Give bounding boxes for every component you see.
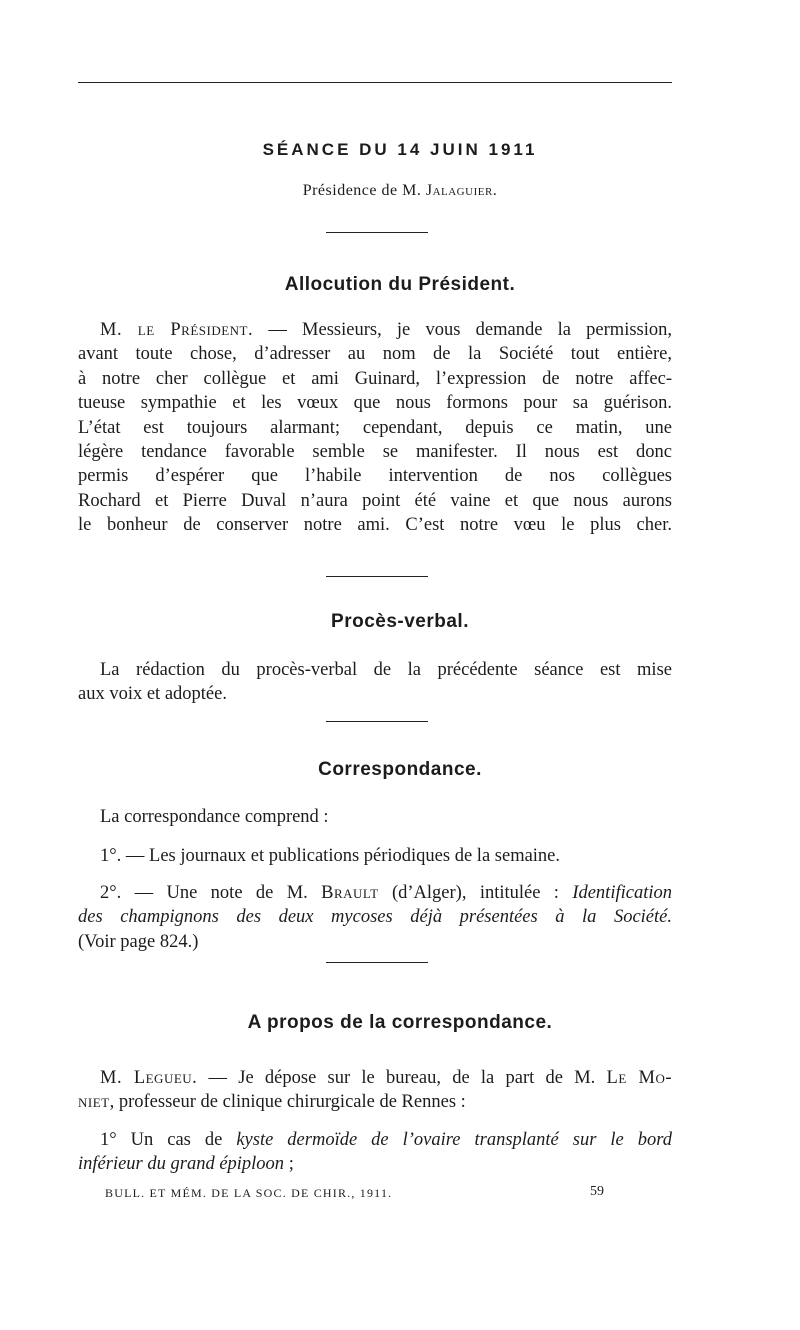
speaker-name: M. le Président. xyxy=(100,320,254,340)
a-propos-paragraph xyxy=(78,1066,672,1115)
text-line: niet, professeur de clinique chirurgicale de Rennes : xyxy=(78,1092,466,1113)
proces-verbal-paragraph xyxy=(78,658,672,707)
text-line: inférieur du grand épiploon ; xyxy=(78,1154,294,1175)
text-line: La correspondance comprend : xyxy=(100,807,329,827)
text-line: M. Legueu. — Je dépose sur le bureau, de la part de M. Le Mo- xyxy=(100,1068,673,1088)
president-name: Jalaguier. xyxy=(425,182,498,199)
author-name: Brault xyxy=(321,883,379,903)
text-line: à notre cher collègue et ami Guinard, l’expression de notre affec- xyxy=(78,368,672,389)
running-footer: BULL. ET MÉM. DE LA SOC. DE CHIR., 1911. xyxy=(105,1186,393,1200)
text-line: aux voix et adoptée. xyxy=(78,684,227,705)
heading-a-propos: A propos de la correspondance. xyxy=(247,1012,553,1033)
section-divider xyxy=(326,721,428,722)
correspondance-item-1 xyxy=(78,844,672,868)
text-line: 2°. — Une note de M. Brault (d’Alger), intitulée : Identification xyxy=(100,883,672,903)
session-title: SÉANCE DU 14 JUIN 1911 xyxy=(262,140,538,159)
text-line: avant toute chose, d’adresser au nom de la Société tout entière, xyxy=(78,344,672,365)
heading-proces-verbal: Procès-verbal. xyxy=(331,611,469,632)
speaker-name: M. Legueu. xyxy=(100,1068,198,1088)
a-propos-item-1 xyxy=(78,1128,672,1177)
section-divider xyxy=(326,232,428,233)
text-line: M. le Président. — Messieurs, je vous demande la permission, xyxy=(100,320,672,340)
heading-allocution: Allocution du Président. xyxy=(284,274,516,295)
correspondance-intro xyxy=(78,805,672,829)
text-line: permis d’espérer que l’habile intervention de nos collègues xyxy=(78,466,672,487)
page-number: 59 xyxy=(590,1184,604,1199)
section-divider xyxy=(326,576,428,577)
text-line: (Voir page 824.) xyxy=(78,931,199,952)
section-divider xyxy=(326,962,428,963)
allocution-paragraph xyxy=(78,318,672,538)
text-line: 1°. — Les journaux et publications périodiques de la semaine. xyxy=(100,846,561,866)
author-name: Le Mo- xyxy=(606,1068,673,1088)
top-rule xyxy=(78,82,672,83)
text-line: des champignons des deux mycoses déjà présentées à la Société. xyxy=(78,907,672,928)
text-line: 1° Un cas de kyste dermoïde de l’ovaire transplanté sur le bord xyxy=(100,1130,673,1150)
text-line: légère tendance favorable semble se manifester. Il nous est donc xyxy=(78,442,672,463)
text-line: tueuse sympathie et les vœux que nous formons pour sa guérison. xyxy=(78,393,672,414)
text-line: le bonheur de conserver notre ami. C’est notre vœu le plus cher. xyxy=(78,515,672,536)
heading-correspondance: Correspondance. xyxy=(318,759,482,780)
text-line: L’état est toujours alarmant; cependant, depuis ce matin, une xyxy=(78,417,672,438)
presidency-prefix: Présidence de M. xyxy=(302,182,422,199)
presidency-line xyxy=(0,182,800,200)
text-line: Rochard et Pierre Duval n’aura point été vaine et que nous aurons xyxy=(78,490,672,511)
text-line: La rédaction du procès-verbal de la précédente séance est mise xyxy=(100,660,672,680)
correspondance-item-2 xyxy=(78,881,672,954)
